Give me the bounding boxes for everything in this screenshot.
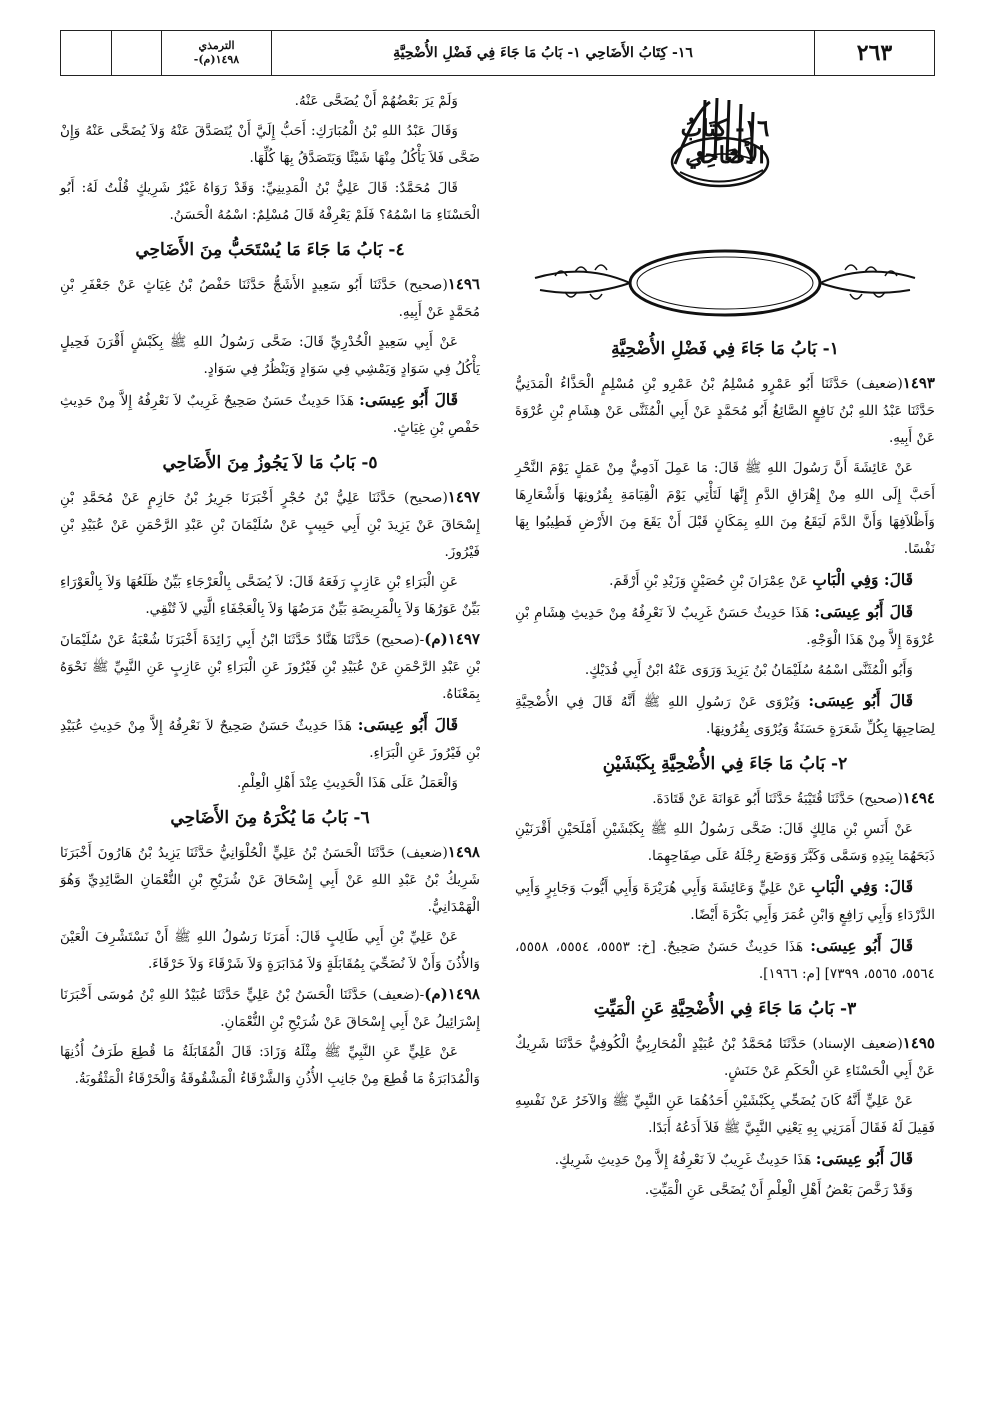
speaker-lead: قَالَ أَبُو عِيسَى: <box>814 602 913 621</box>
speaker-lead: قَالَ أَبُو عِيسَى: <box>359 390 458 409</box>
speaker-lead: قَالَ: وَفِي الْبَابِ <box>812 570 913 589</box>
speaker-lead: قَالَ أَبُو عِيسَى: <box>357 715 458 734</box>
right-column-text <box>515 328 935 1207</box>
header-blank-cell <box>111 31 161 75</box>
paragraph-text: (ضعيف الإسناد) حَدَّثَنَا مُحَمَّدُ بْنُ عُبَيْدٍ الْمُحَارِبِيُّ الْكُوفِيُّ حَدَّثَنَا شَرِيكٌ عَنْ أَبِي الْحَسْنَاءِ عَنِ الْحَكَمِ عَنْ حَنَشٍ. <box>515 1036 935 1079</box>
text-paragraph <box>60 118 480 172</box>
kitab-title: ١٦- كِتَابُ الأَضَاحِي <box>680 115 770 169</box>
hadith-paragraph <box>515 370 935 452</box>
paragraph-text: عَنِ الْبَرَاءِ بْنِ عَازِبٍ رَفَعَهُ قَالَ: لاَ يُضَحَّى بِالْعَرْجَاءِ بَيِّنٌ ظَلَعُهَا وَلاَ بِالْعَوْرَاءِ بَيِّنٌ عَوَرُهَا وَلاَ بِالْمَرِيضَةِ بَيِّنٌ مَرَضُهَا وَلاَ بِالْعَجْفَاءِ الَّتِي لاَ تُنْقِي. <box>60 574 480 617</box>
page <box>60 30 935 1375</box>
text-paragraph <box>60 569 480 623</box>
paragraph-text: -(صحيح) حَدَّثَنَا هَنَّادٌ حَدَّثَنَا ابْنُ أَبِي زَائِدَةَ أَخْبَرَنَا شُعْبَةُ عَنْ سُلَيْمَانَ بْنِ عَبْدِ الرَّحْمَنِ عَنْ عُبَيْدِ بْنِ فَيْرُوزَ عَنِ الْبَرَاءِ بْنِ عَازِبٍ عَنِ النَّبِيِّ ﷺ نَحْوَهُ بِمَعْنَاهُ. <box>60 632 480 702</box>
right-column <box>515 88 935 1375</box>
text-paragraph <box>60 386 480 442</box>
speaker-lead: قَالَ أَبُو عِيسَى: <box>815 1149 913 1168</box>
text-paragraph <box>515 687 935 743</box>
paragraph-text: عَنْ عَلِيٍّ وَعَائِشَةَ وَأَبِي هُرَيْرَةَ وَأَبِي أَيُّوبَ وَجَابِرٍ وَأَبِي الدَّرْدَاءِ وَأَبِي رَافِعٍ وَابْنِ عُمَرَ وَأَبِي بَكْرَةَ أَيْضًا. <box>515 880 935 923</box>
text-paragraph <box>515 566 935 595</box>
text-paragraph <box>515 1088 935 1142</box>
hadith-number: ١٤٩٣ <box>902 374 935 392</box>
page-number: ٢٦٣ <box>814 31 934 75</box>
left-column-text <box>60 88 480 1096</box>
paragraph-text: قَالَ مُحَمَّدٌ: قَالَ عَلِيُّ بْنُ الْمَدِينِيِّ: وَقَدْ رَوَاهُ غَيْرُ شَرِيكٍ قُلْتُ لَهُ: أَبُو الْحَسْنَاءِ مَا اسْمُهُ؟ فَلَمْ يَعْرِفْهُ قَالَ مُسْلِمٌ: اسْمُهُ الْحَسَنُ. <box>60 180 480 223</box>
chapter-heading: ٢- بَابُ مَا جَاءَ فِي الأُضْحِيَّةِ بِكَبْشَيْنِ <box>602 754 848 774</box>
paragraph-text: عَنْ عَلِيٍّ عَنِ النَّبِيِّ ﷺ مِثْلَهُ وَزَادَ: قَالَ الْمُقَابَلَةُ مَا قُطِعَ طَرَفُ أُذُنِهَا وَالْمُدَابَرَةُ مَا قُطِعَ مِنْ جَانِبِ الأُذُنِ وَالشَّرْقَاءُ الْمَشْقُوقَةُ وَالْخَرْقَاءُ الْمَثْقُوبَةُ. <box>60 1044 480 1087</box>
hadith-paragraph <box>60 626 480 708</box>
text-paragraph <box>60 924 480 978</box>
paragraph-text: -(ضعيف) حَدَّثَنَا الْحَسَنُ بْنُ عَلِيٍّ حَدَّثَنَا عُبَيْدُ اللهِ بْنُ مُوسَى أَخْبَرَنَا إِسْرَائِيلُ عَنْ أَبِي إِسْحَاقَ عَنْ شُرَيْحِ بْنِ النُّعْمَانِ. <box>60 987 480 1030</box>
paragraph-text: هَذَا حَدِيثٌ حَسَنٌ صَحِيحٌ غَرِيبٌ لاَ نَعْرِفُهُ إِلاَّ مِنْ حَدِيثِ حَفْصِ بْنِ غِيَاثٍ. <box>60 393 480 436</box>
paragraph-text: (صحيح) حَدَّثَنَا عَلِيُّ بْنُ حُجْرٍ أَخْبَرَنَا جَرِيرُ بْنُ حَازِمٍ عَنْ مُحَمَّدِ بْنِ إِسْحَاقَ عَنْ يَزِيدَ بْنِ أَبِي حَبِيبٍ عَنْ سُلَيْمَانَ بْنِ عَبْدِ الرَّحْمَنِ عَنْ عُبَيْدِ بْنِ فَيْرُوزَ. <box>60 490 480 560</box>
left-column <box>60 88 480 1375</box>
speaker-lead: قَالَ أَبُو عِيسَى: <box>810 936 913 955</box>
hadith-number: ١٤٩٤ <box>902 789 935 807</box>
paragraph-text: (صحيح) حَدَّثَنَا قُتَيْبَةُ حَدَّثَنَا أَبُو عَوَانَةَ عَنْ قَتَادَةَ. <box>652 791 903 807</box>
hadith-paragraph <box>60 484 480 566</box>
paragraph-text: عَنْ عَلِيِّ بْنِ أَبِي طَالِبٍ قَالَ: أَمَرَنَا رَسُولُ اللهِ ﷺ أَنْ نَسْتَشْرِفَ الْعَيْنَ وَالأُذُنَ وَأَنْ لاَ نُضَحِّيَ بِمُقَابَلَةٍ وَلاَ مُدَابَرَةٍ وَلاَ شَرْقَاءَ وَلاَ خَرْقَاءَ. <box>60 929 480 972</box>
paragraph-text: (ضعيف) حَدَّثَنَا الْحَسَنُ بْنُ عَلِيٍّ الْحُلْوَانِيُّ حَدَّثَنَا يَزِيدُ بْنُ هَارُونَ أَخْبَرَنَا شَرِيكُ بْنُ عَبْدِ اللهِ عَنْ أَبِي إِسْحَاقَ عَنْ شُرَيْحِ بْنِ النُّعْمَانِ الصَّائِدِيِّ وَهُوَ الْهَمْدَانِيُّ. <box>60 845 480 915</box>
paragraph-text: وَقَدْ رَخَّصَ بَعْضُ أَهْلِ الْعِلْمِ أَنْ يُضَحَّى عَنِ الْمَيِّتِ. <box>644 1182 913 1198</box>
chapter-heading: ٣- بَابُ مَا جَاءَ فِي الأُضْحِيَّةِ عَنِ الْمَيِّتِ <box>593 999 857 1019</box>
paragraph-text: (صحيح) حَدَّثَنَا أَبُو سَعِيدٍ الأَشَجُّ حَدَّثَنَا حَفْصُ بْنُ غِيَاثٍ عَنْ جَعْفَرِ بْنِ مُحَمَّدٍ عَنْ أَبِيهِ. <box>60 277 480 320</box>
paragraph-text: هَذَا حَدِيثٌ غَرِيبٌ لاَ نَعْرِفُهُ إِلاَّ مِنْ حَدِيثِ شَرِيكٍ. <box>554 1152 816 1168</box>
reference-box <box>161 31 271 75</box>
hadith-paragraph <box>60 839 480 921</box>
text-paragraph <box>60 711 480 767</box>
speaker-lead: قَالَ: وَفِي الْبَابِ <box>811 877 913 896</box>
paragraph-text: عَنْ عَلِيٍّ أَنَّهُ كَانَ يُضَحِّي بِكَبْشَيْنِ أَحَدُهُمَا عَنِ النَّبِيِّ ﷺ وَالآخَرُ عَنْ نَفْسِهِ فَقِيلَ لَهُ فَقَالَ أَمَرَنِي بِهِ يَعْنِي النَّبِيَّ ﷺ فَلاَ أَدَعُهُ أَبَدًا. <box>515 1093 935 1136</box>
text-paragraph <box>515 816 935 870</box>
running-title: ١٦- كِتَابُ الأَضَاحِي ١- بَابُ مَا جَاءَ فِي فَضْلِ الأُضْحِيَّةِ <box>271 31 814 75</box>
text-paragraph <box>60 1039 480 1093</box>
paragraph-text: هَذَا حَدِيثٌ حَسَنٌ صَحِيحٌ لاَ نَعْرِفُهُ إِلاَّ مِنْ حَدِيثِ عُبَيْدِ بْنِ فَيْرُوزَ عَنِ الْبَرَاءِ. <box>60 718 480 761</box>
header-blank-cell <box>61 31 111 75</box>
hadith-number: ١٤٩٦ <box>447 275 480 293</box>
text-paragraph <box>515 455 935 563</box>
running-header <box>60 30 935 76</box>
hadith-paragraph <box>515 1030 935 1085</box>
reference-book: الترمذي <box>198 39 235 53</box>
paragraph-text: هَذَا حَدِيثٌ حَسَنٌ غَرِيبٌ لاَ نَعْرِفُهُ مِنْ حَدِيثِ هِشَامِ بْنِ عُرْوَةَ إِلاَّ مِنْ هَذَا الْوَجْهِ. <box>515 605 935 648</box>
chapter-heading: ٦- بَابُ مَا يُكْرَهُ مِنَ الأَضَاحِي <box>170 808 370 828</box>
paragraph-text: عَنْ أَبِي سَعِيدٍ الْخُدْرِيِّ قَالَ: ضَحَّى رَسُولُ اللهِ ﷺ بِكَبْشٍ أَقْرَنَ فَحِيلٍ يَأْكُلُ فِي سَوَادٍ وَيَمْشِي فِي سَوَادٍ وَيَنْظُرُ فِي سَوَادٍ. <box>60 334 480 377</box>
paragraph-text: وَقَالَ عَبْدُ اللهِ بْنُ الْمُبَارَكِ: أَحَبُّ إِلَيَّ أَنْ يُتَصَدَّقَ عَنْهُ وَلاَ يُضَحَّى عَنْهُ وَإِنْ ضَحَّى فَلاَ يَأْكُلُ مِنْهَا شَيْئًا وَيَتَصَدَّقُ بِهَا كُلِّهَا. <box>60 123 480 166</box>
hadith-paragraph <box>515 785 935 813</box>
paragraph-text: وَلَمْ يَرَ بَعْضُهُمْ أَنْ يُضَحَّى عَنْهُ. <box>294 93 458 109</box>
paragraph-text: عَنْ عِمْرَانَ بْنِ حُصَيْنٍ وَزَيْدِ بْنِ أَرْقَمَ. <box>609 573 813 589</box>
chapter-heading: ١- بَابُ مَا جَاءَ فِي فَضْلِ الأُضْحِيَّةِ <box>611 339 839 359</box>
paragraph-text: وَأَبُو الْمُثَنَّى اسْمُهُ سُلَيْمَانُ بْنُ يَزِيدَ وَرَوَى عَنْهُ ابْنُ أَبِي فُدَيْكٍ. <box>584 662 913 678</box>
paragraph-text: عَنْ أَنَسِ بْنِ مَالِكٍ قَالَ: ضَحَّى رَسُولُ اللهِ ﷺ بِكَبْشَيْنِ أَمْلَحَيْنِ أَقْرَنَيْنِ ذَبَحَهُمَا بِيَدِهِ وَسَمَّى وَكَبَّرَ وَوَضَعَ رِجْلَهُ عَلَى صِفَاحِهِمَا. <box>515 821 935 864</box>
chapter-heading: ٥- بَابُ مَا لاَ يَجُوزُ مِنَ الأَضَاحِي <box>162 453 378 473</box>
speaker-lead: قَالَ أَبُو عِيسَى: <box>808 691 913 710</box>
hadith-number: ١٤٩٧(م) <box>424 630 480 648</box>
text-paragraph <box>515 657 935 684</box>
chapter-heading: ٤- بَابُ مَا جَاءَ مَا يُسْتَحَبُّ مِنَ الأَضَاحِي <box>135 240 405 260</box>
reference-number: ١٤٩٨(م)- <box>193 53 240 66</box>
paragraph-text: وَالْعَمَلُ عَلَى هَذَا الْحَدِيثِ عِنْدَ أَهْلِ الْعِلْمِ. <box>236 775 458 791</box>
text-paragraph <box>60 770 480 797</box>
text-paragraph <box>515 1177 935 1204</box>
paragraph-text: وَيُرْوَى عَنْ رَسُولِ اللهِ ﷺ أَنَّهُ قَالَ فِي الأُضْحِيَّةِ لِصَاحِبِهَا بِكُلِّ شَعَرَةٍ حَسَنَةٌ وَيُرْوَى بِقُرُونِهَا. <box>515 694 935 737</box>
text-paragraph <box>515 1145 935 1174</box>
kitab-title-ornament <box>515 238 935 328</box>
paragraph-text: (ضعيف) حَدَّثَنَا أَبُو عَمْرٍو مُسْلِمُ بْنُ عَمْرِو بْنِ مُسْلِمٍ الْحَذَّاءُ الْمَدَنِيُّ حَدَّثَنَا عَبْدُ اللهِ بْنُ نَافِعٍ الصَّائِغُ أَبُو مُحَمَّدٍ عَنْ أَبِي الْمُثَنَّى عَنْ هِشَامِ بْنِ عُرْوَةَ عَنْ أَبِيهِ. <box>515 376 935 446</box>
hadith-number: ١٤٩٧ <box>447 488 480 506</box>
text-paragraph <box>515 932 935 988</box>
text-paragraph <box>60 329 480 383</box>
hadith-paragraph <box>60 981 480 1036</box>
hadith-number: ١٤٩٥ <box>902 1034 935 1052</box>
paragraph-text: عَنْ عَائِشَةَ أَنَّ رَسُولَ اللهِ ﷺ قَالَ: مَا عَمِلَ آدَمِيٌّ مِنْ عَمَلٍ يَوْمَ النَّحْرِ أَحَبَّ إِلَى اللهِ مِنْ إِهْرَاقِ الدَّمِ إِنَّهَا لَتَأْتِي يَوْمَ الْقِيَامَةِ بِقُرُونِهَا وَأَشْعَارِهَا وَأَظْلاَفِهَا وَأَنَّ الدَّمَ لَيَقَعُ مِنَ اللهِ بِمَكَانٍ قَبْلَ أَنْ يَقَعَ مِنَ الأَرْضِ فَطِيبُوا بِهَا نَفْسًا. <box>515 460 935 557</box>
hadith-number: ١٤٩٨(م) <box>424 985 480 1003</box>
text-paragraph <box>60 88 480 115</box>
hadith-paragraph <box>60 271 480 326</box>
text-paragraph <box>515 873 935 929</box>
paragraph-text: هَذَا حَدِيثٌ حَسَنٌ صَحِيحٌ. [خ: ٥٥٥٣، ٥٥٥٤، ٥٥٥٨، ٥٥٦٤، ٥٥٦٥، ٧٣٩٩] [م: ١٩٦٦]. <box>515 939 935 982</box>
hadith-number: ١٤٩٨ <box>447 843 480 861</box>
text-paragraph <box>515 598 935 654</box>
text-paragraph <box>60 175 480 229</box>
